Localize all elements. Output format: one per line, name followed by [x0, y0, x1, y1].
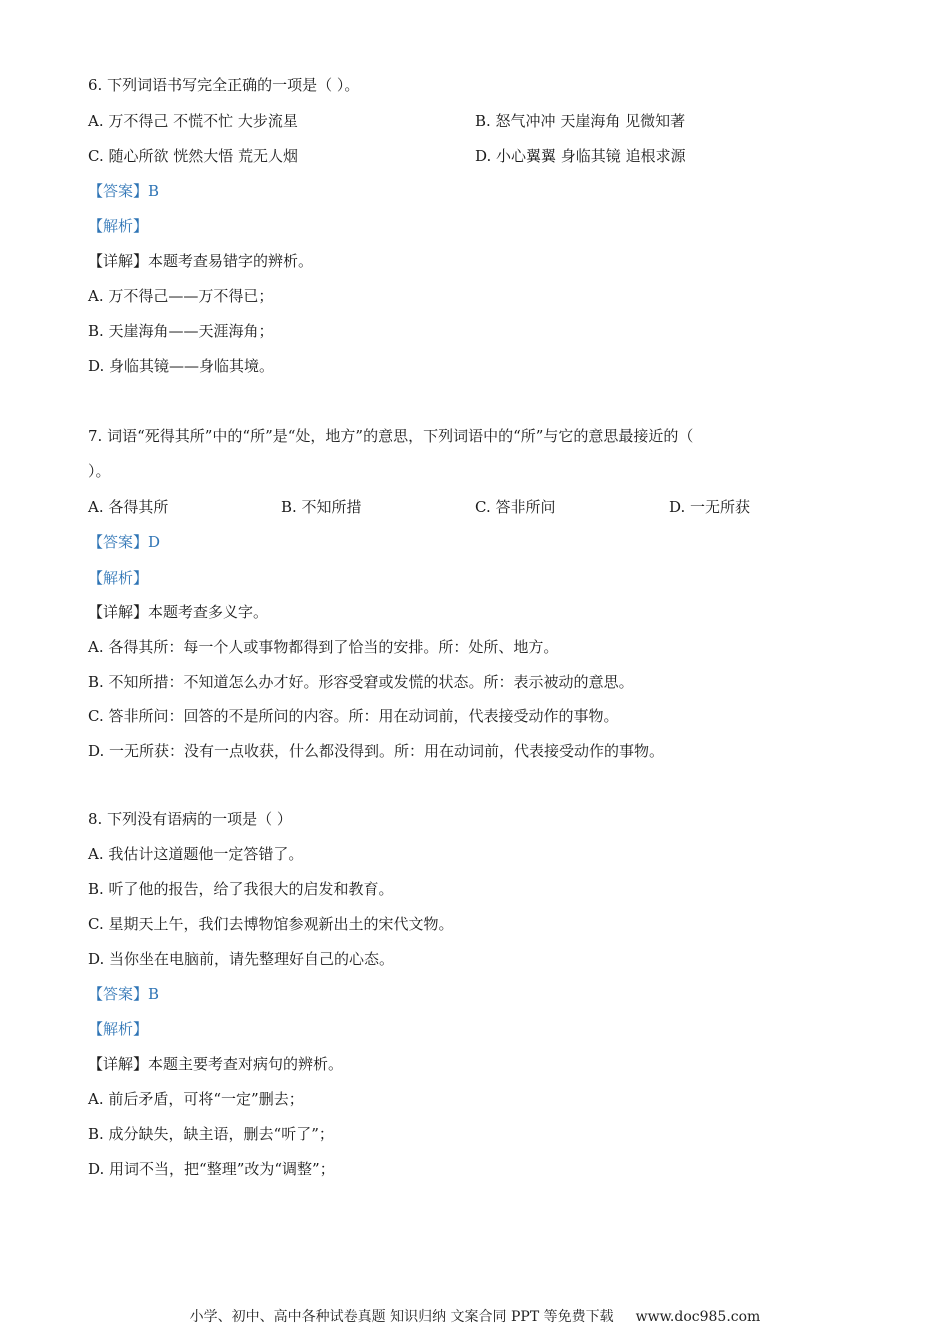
- question-6-explanation-a: A. 万不得己——万不得已；: [88, 287, 274, 305]
- question-6-option-a: A. 万不得己 不慌不忙 大步流星: [88, 112, 298, 130]
- question-7-option-c: C. 答非所问: [475, 498, 556, 516]
- question-8-answer: 【答案】B: [88, 985, 160, 1003]
- question-8-option-d: D. 当你坐在电脑前，请先整理好自己的心态。: [88, 950, 395, 968]
- question-6-text: 6. 下列词语书写完全正确的一项是（ ）。: [88, 76, 360, 94]
- question-6-option-b: B. 怒气冲冲 天崖海角 见微知著: [475, 112, 686, 130]
- question-7-explanation-d: D. 一无所获：没有一点收获，什么都没得到。所：用在动词前，代表接受动作的事物。: [88, 742, 665, 760]
- question-8-explanation-a: A. 前后矛盾，可将“一定”删去；: [88, 1090, 304, 1108]
- question-7-option-b: B. 不知所措: [281, 498, 362, 516]
- question-7-explanation-c: C. 答非所问：回答的不是所问的内容。所：用在动词前，代表接受动作的事物。: [88, 707, 619, 725]
- question-7-option-d: D. 一无所获: [669, 498, 751, 516]
- question-7-explanation-b: B. 不知所措：不知道怎么办才好。形容受窘或发慌的状态。所：表示被动的意思。: [88, 673, 634, 691]
- question-8-option-b: B. 听了他的报告，给了我很大的启发和教育。: [88, 880, 394, 898]
- footer-url[interactable]: www.doc985.com: [635, 1309, 761, 1325]
- footer-text: 小学、初中、高中各种试卷真题 知识归纳 文案合同 PPT 等免费下载: [189, 1309, 614, 1325]
- question-8-explanation-b: B. 成分缺失，缺主语，删去“听了”；: [88, 1125, 334, 1143]
- question-7-text-line1: 7. 词语“死得其所”中的“所”是“处，地方”的意思，下列词语中的“所”与它的意思最接近的（: [88, 427, 694, 445]
- question-6-option-c: C. 随心所欲 恍然大悟 荒无人烟: [88, 147, 299, 165]
- question-6-answer: 【答案】B: [88, 182, 160, 200]
- question-8-option-a: A. 我估计这道题他一定答错了。: [88, 845, 304, 863]
- question-8-explanation-d: D. 用词不当，把“整理”改为“调整”；: [88, 1160, 335, 1178]
- question-8-detail: 【详解】本题主要考查对病句的辨析。: [88, 1055, 344, 1073]
- question-7-detail: 【详解】本题考查多义字。: [88, 603, 269, 621]
- question-7-explanation-a: A. 各得其所：每一个人或事物都得到了恰当的安排。所：处所、地方。: [88, 638, 559, 656]
- question-6-detail: 【详解】本题考查易错字的辨析。: [88, 252, 314, 270]
- page-footer: [0, 1306, 950, 1326]
- question-6-analysis-heading: 【解析】: [88, 217, 149, 235]
- question-7-option-a: A. 各得其所: [88, 498, 169, 516]
- question-8-analysis-heading: 【解析】: [88, 1020, 149, 1038]
- question-6-explanation-b: B. 天崖海角——天涯海角；: [88, 322, 274, 340]
- question-8-option-c: C. 星期天上午，我们去博物馆参观新出土的宋代文物。: [88, 915, 454, 933]
- question-6-explanation-d: D. 身临其镜——身临其境。: [88, 357, 275, 375]
- question-7-text-line2: ）。: [88, 462, 111, 480]
- question-7-analysis-heading: 【解析】: [88, 569, 149, 587]
- question-7-answer: 【答案】D: [88, 533, 161, 551]
- question-6-option-d: D. 小心翼翼 身临其镜 追根求源: [475, 147, 686, 165]
- question-8-text: 8. 下列没有语病的一项是（ ）: [88, 810, 292, 828]
